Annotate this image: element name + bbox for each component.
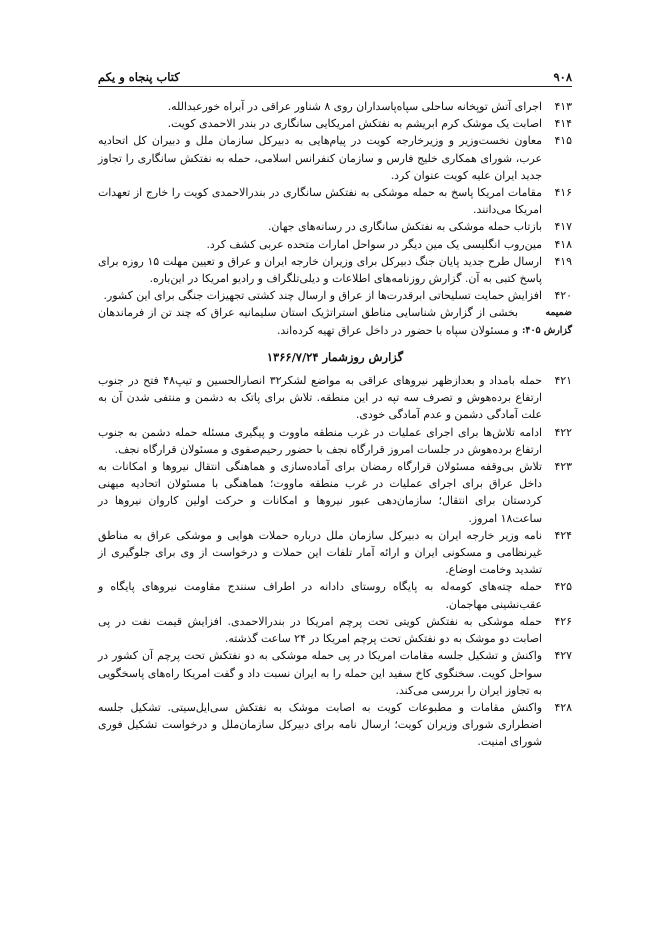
- entry-text: بخشی از گزارش شناسایی مناطق استراتژیک استان سلیمانیه عراق که چند تن از فرماندهان و مسئولان سپاه با حضور در داخل عراق تهیه کرده‌اند.: [98, 306, 518, 337]
- entry-text: ادامه تلاش‌ها برای اجرای عملیات در غرب منطقه ماووت و پیگیری مسئله حمله دشمن به جنوب ارتفاع بردەهوش در جلسات امروز قرارگاه نجف با حضور رحیم‌صفوی و مسئولان قرارگاه نجف.: [98, 425, 542, 456]
- report-entry: [98, 578, 572, 612]
- entry-number: ۴۲۰: [554, 289, 572, 303]
- entry-text: واکنش و تشکیل جلسه مقامات امریکا در پی حمله موشکی به دو نفتکش تحت پرچم آن کشور در سواحل کویت. سخنگوی کاخ سفید این حمله را به ایران نسبت داد و گفت امریکا راه‌های پاسخگویی به تجاوز ایران را بررسی می‌کند.: [98, 649, 542, 697]
- entry-number: ۴۱۴: [554, 117, 572, 131]
- report-entry: [98, 98, 572, 115]
- entry-number: ضمیمه گزارش ۴۰۵:: [521, 307, 572, 336]
- header-rule: [98, 86, 572, 87]
- report-entry: [98, 647, 572, 699]
- entry-text: واکنش مقامات و مطبوعات کویت به اصابت موشک به نفتکش سی‌ایل‌سیتی. تشکیل جلسه اضطراری شورای وزیران کویت؛ ارسال نامه برای دبیرکل سازمان‌ملل و درخواست تشکیل فوری شورای امنیت.: [98, 700, 542, 749]
- report-entry: [98, 527, 572, 579]
- report-entry: [98, 253, 572, 287]
- entry-text: بازتاب حمله موشکی به نفتکش سانگاری در رسانه‌های جهان.: [267, 220, 542, 234]
- report-entry: [98, 218, 572, 235]
- report-entry: [98, 184, 572, 218]
- entry-text: حمله چته‌های کومەله به پایگاه روستای دادانه در اطراف سنندج مقاومت نیروهای پایگاه و عقب‌نشینی مهاجمان.: [98, 580, 542, 611]
- entry-number: ۴۲۲: [554, 425, 572, 439]
- report-entry: [98, 613, 572, 647]
- entry-list-top: [98, 98, 572, 339]
- entry-text: تلاش بی‌وقفه مسئولان قرارگاه رمضان برای آماده‌سازی و هماهنگی انتقال نیروها و امکانات به داخل عراق برای اجرای عملیات در غرب منطقه ماووت؛ هماهنگی با مسئولان اتحادیه میهنی کردستان برای انتقال؛ سازمان‌دهی عبور نیروها و امکانات و حرکت اولین کاروان نیروها در ساعت۱۸ امروز.: [98, 460, 542, 525]
- entry-text: نامه وزیر خارجه ایران به دبیرکل سازمان ملل درباره حملات هوایی و موشکی عراق به مناطق غیرنظامی و مسکونی ایران و ارائه آمار تلفات این حملات و درخواست از وی برای جلوگیری از تشدید وخامت اوضاع.: [98, 528, 542, 577]
- entry-text: اجرای آتش توپخانه ساحلی سپاه‌پاسداران روی ۸ شناور عراقی در آبراه خورعبدالله.: [167, 100, 542, 113]
- entry-text: اصابت یک موشک کرم ابریشم به نفتکش امریکایی سانگاری در بندر الاحمدی کویت.: [167, 117, 542, 131]
- entry-text: حمله بامداد و بعدازظهر نیروهای عراقی به مواضع لشکر۳۲ انصارالحسین و تیپ۴۸ فتح در جنوب ارتفاع بردەهوش و تصرف سه تپه در این منطقه. تلاش برای پاتک به دشمن و منتفی شدن آن به علت آمادگی دشمن و عدم آمادگی خودی.: [98, 374, 542, 422]
- entry-text: افزایش حمایت تسلیحاتی ابرقدرت‌ها از عراق و ارسال چند کشتی تجهیزات جنگی برای این کشور.: [103, 289, 542, 303]
- entry-number: ۴۲۳: [554, 460, 572, 474]
- entry-number: ۴۱۶: [554, 186, 572, 200]
- report-entry: [98, 287, 572, 304]
- report-entry: [98, 115, 572, 132]
- entry-number: ۴۲۱: [554, 374, 572, 388]
- entry-number: ۴۱۷: [554, 220, 572, 234]
- entry-list-bottom: [98, 372, 572, 750]
- entry-text: حمله موشکی به نفتکش کویتی تحت پرچم امریکا در بندرالاحمدی. افزایش قیمت نفت در پی اصابت دو موشک به دو نفتکش تحت پرچم امریکا در ۲۴ ساعت گذشته.: [98, 614, 542, 646]
- section-title: گزارش روزشمار ۱۳۶۶/۷/۲۴: [266, 349, 404, 364]
- page-number: ۹۰۸: [553, 70, 572, 84]
- entry-number: ۴۲۸: [554, 700, 572, 714]
- entry-text: مقامات امریکا پاسخ به حمله موشکی به نفتکش سانگاری در بندرالاحمدی کویت را خارج از تعهدات امریکا می‌دانند.: [98, 186, 542, 217]
- entry-number: ۴۱۵: [554, 134, 572, 148]
- entry-text: ارسال طرح جدید پایان جنگ دبیرکل برای وزیران خارجه ایران و عراق و تعیین مهلت ۱۵ روزه برای پاسخ کتبی به آن. گزارش روزنامه‌های اطلاعات و دیلی‌تلگراف و رادیو امریکا در این‌باره.: [98, 254, 542, 286]
- entry-number: ۴۱۳: [554, 100, 572, 113]
- entry-number: ۴۲۷: [554, 649, 572, 663]
- page-header: [98, 64, 572, 84]
- report-content: [98, 98, 572, 751]
- entry-text: مین‌روب انگلیسی یک مین دیگر در سواحل امارات متحده عربی کشف کرد.: [206, 237, 542, 251]
- report-entry: [98, 372, 572, 424]
- entry-number: ۴۲۴: [554, 528, 572, 542]
- entry-number: ۴۱۸: [554, 237, 572, 251]
- report-entry: [98, 132, 572, 184]
- entry-text: معاون نخست‌وزیر و وزیرخارجه کویت در پیام‌هایی به دبیرکل سازمان ملل و دبیران کل اتحادیه عرب، شورای همکاری خلیج فارس و سازمان کنفرانس اسلامی، حمله به نفتکش سانگاری را تجاوز جدید ایران علیه کویت عنوان کرد.: [98, 134, 542, 182]
- entry-number: ۴۲۵: [554, 580, 572, 594]
- report-entry: [98, 458, 572, 527]
- report-entry: [98, 304, 572, 338]
- entry-number: ۴۲۶: [554, 614, 572, 628]
- entry-number: ۴۱۹: [554, 254, 572, 268]
- book-title: کتاب پنجاه و یکم: [98, 70, 180, 84]
- report-entry: [98, 699, 572, 751]
- report-entry: [98, 236, 572, 253]
- report-entry: [98, 424, 572, 458]
